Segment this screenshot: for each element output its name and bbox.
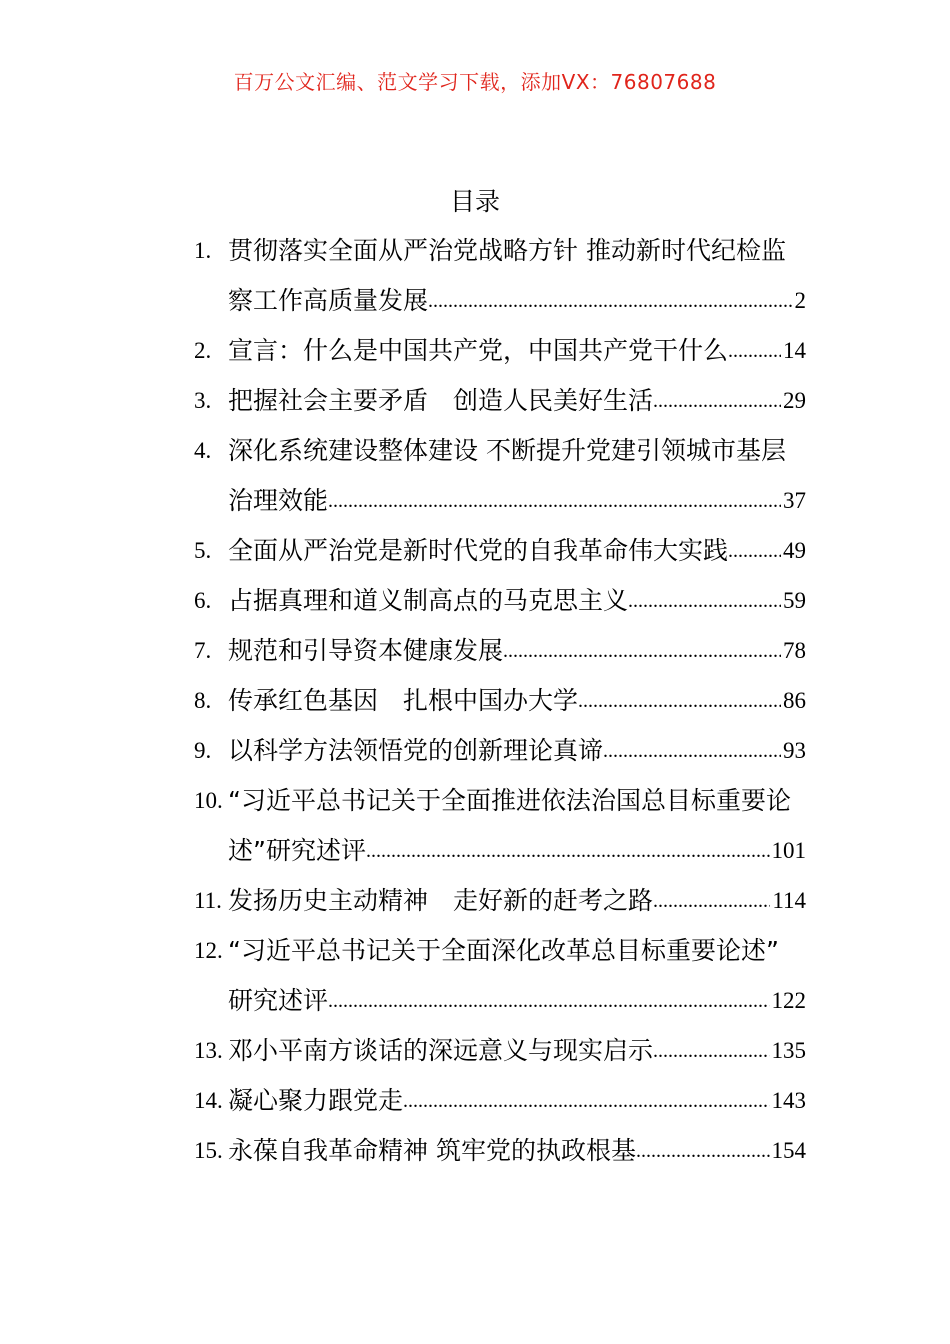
toc-entry-title-line: 规范和引导资本健康发展 [228,636,504,665]
toc-entry-title-line: 贯彻落实全面从严治党战略方针 推动新时代纪检监 [228,236,786,265]
dot-leader [366,826,770,876]
toc-entry-title-line: “习近平总书记关于全面推进依法治国总目标重要论 [228,786,791,815]
watermark-header: 百万公文汇编、范文学习下载，添加VX：76807688 [233,70,717,94]
dot-leader [653,376,781,426]
dot-leader [636,1126,770,1176]
table-of-contents [194,226,806,1176]
toc-entry[interactable] [194,626,806,676]
toc-entry-page-number: 59 [783,588,806,613]
dot-leader [653,876,770,926]
toc-entry-page-number: 49 [783,538,806,563]
toc-entry-number: 10. [194,788,223,813]
toc-entry-title-line: 占据真理和道义制高点的马克思主义 [228,586,629,615]
toc-entry-page-number: 122 [771,988,806,1013]
toc-entry-title-line: 宣言：什么是中国共产党，中国共产党干什么 [228,336,729,365]
toc-entry-number: 8. [194,688,212,713]
toc-entry-page-number: 101 [771,838,806,863]
toc-entry-page-number: 114 [772,888,806,913]
toc-entry[interactable] [194,726,806,776]
toc-entry-page-number: 29 [783,388,806,413]
toc-entry[interactable] [194,1076,806,1126]
toc-entry-title-line: 传承红色基因 扎根中国办大学 [228,686,579,715]
toc-entry-number: 2. [194,338,212,363]
toc-entry-page-number: 154 [771,1138,806,1163]
toc-entry[interactable] [194,326,806,376]
dot-leader [728,326,781,376]
toc-entry-page-number: 78 [783,638,806,663]
toc-entry-number: 6. [194,588,212,613]
toc-entry-title-line: 邓小平南方谈话的深远意义与现实启示 [228,1036,654,1065]
toc-entry-number: 11. [194,888,222,913]
toc-entry-title-line: 凝心聚力跟党走 [228,1086,404,1115]
toc-entry-page-number: 37 [783,488,806,513]
toc-entry-title-line: 研究述评 [228,986,329,1015]
toc-entry[interactable] [194,676,806,726]
toc-entry[interactable] [194,926,806,1026]
toc-entry-number: 7. [194,638,212,663]
toc-entry-number: 5. [194,538,212,563]
toc-entry[interactable] [194,1126,806,1176]
dot-leader [653,1026,769,1076]
dot-leader [328,476,781,526]
toc-entry-title-line: “习近平总书记关于全面深化改革总目标重要论述” [228,936,779,965]
toc-entry-page-number: 93 [783,738,806,763]
toc-entry-title-line: 治理效能 [228,486,329,515]
toc-entry-number: 1. [194,238,212,263]
toc-entry-number: 3. [194,388,212,413]
toc-entry[interactable] [194,1026,806,1076]
toc-title: 目录 [449,187,500,216]
toc-entry-number: 4. [194,438,212,463]
toc-entry[interactable] [194,526,806,576]
toc-entry[interactable] [194,776,806,876]
toc-entry-number: 13. [194,1038,223,1063]
toc-entry-page-number: 14 [783,338,806,363]
toc-entry[interactable] [194,576,806,626]
toc-entry-title-line: 深化系统建设整体建设 不断提升党建引领城市基层 [228,436,786,465]
toc-entry-page-number: 143 [771,1088,806,1113]
toc-entry-page-number: 135 [771,1038,806,1063]
toc-entry-title-line: 察工作高质量发展 [228,286,429,315]
toc-entry-number: 14. [194,1088,223,1113]
toc-entry-title-line: 述”研究述评 [228,836,366,865]
dot-leader [403,1076,769,1126]
dot-leader [603,726,781,776]
toc-entry-number: 12. [194,938,223,963]
toc-entry-title-line: 发扬历史主动精神 走好新的赶考之路 [228,886,654,915]
toc-entry[interactable] [194,226,806,326]
toc-entry[interactable] [194,376,806,426]
toc-entry-page-number: 2 [794,288,806,313]
dot-leader [578,676,781,726]
toc-entry-number: 9. [194,738,212,763]
toc-entry-title-line: 永葆自我革命精神 筑牢党的执政根基 [228,1136,636,1165]
toc-entry-number: 15. [194,1138,223,1163]
dot-leader [628,576,781,626]
toc-entry-title-line: 以科学方法领悟党的创新理论真谛 [228,736,604,765]
toc-entry-title-line: 全面从严治党是新时代党的自我革命伟大实践 [228,536,729,565]
toc-entry[interactable] [194,876,806,926]
dot-leader [503,626,781,676]
dot-leader [428,276,792,326]
toc-entry-page-number: 86 [783,688,806,713]
dot-leader [728,526,781,576]
toc-entry[interactable] [194,426,806,526]
toc-entry-title-line: 把握社会主要矛盾 创造人民美好生活 [228,386,654,415]
dot-leader [328,976,769,1026]
